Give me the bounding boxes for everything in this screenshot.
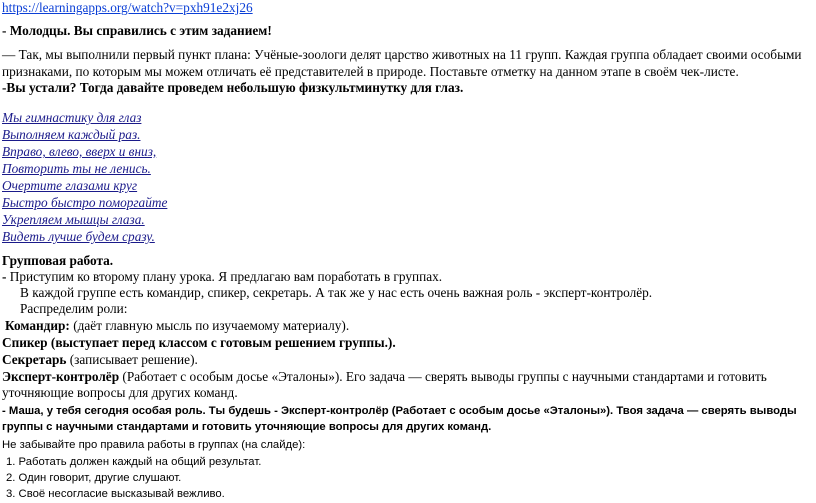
speaker-line xyxy=(2,335,396,351)
learningapps-link[interactable]: https://learningapps.org/watch?v=pxh91e2xj26 xyxy=(2,0,253,15)
tired-question-bold: -Вы устали? Тогда давайте проведем небольшую физкультминутку для глаз. xyxy=(2,80,464,95)
poem-line-7: Укрепляем мышцы глаза. xyxy=(2,212,145,227)
group-work-intro xyxy=(2,269,442,285)
poem-line-2: Выполняем каждый раз. xyxy=(2,127,141,142)
intro-paragraph: — Так, мы выполнили первый пункт плана: Учёные-зоологи делят царство животных на 11 групп. Каждая группа обладает своими особыми признаками, по которым мы можем отличать её представителей в природе. Поставьте отметку на данном этапе в своём чек-листе. xyxy=(2,47,802,79)
speaker-desc: (выступает перед классом с готовым решением группы.). xyxy=(47,335,396,350)
group-work-intro-text: Приступим ко второму плану урока. Я предлагаю вам поработать в группах. xyxy=(6,269,443,284)
commander-desc: (даёт главную мысль по изучаемому материалу). xyxy=(69,318,350,333)
secretary-desc: (записывает решение). xyxy=(66,352,198,367)
rules-intro: Не забывайте про правила работы в группах (на слайде): xyxy=(2,439,306,451)
commander-line xyxy=(5,318,349,334)
expert-line xyxy=(2,369,802,401)
expert-desc: (Работает с особым досье «Эталоны»). Его задача — сверять выводы группы с научными стандартами и готовить уточняющие вопросы для других команд. xyxy=(2,369,767,400)
masha-bold: - Маша, у тебя сегодня особая роль. Ты будешь - Эксперт-контролёр (Работает с особым досье «Эталоны»). Твоя задача — сверять выводы группы с научными стандартами и готовить уточняющие вопросы для других команд. xyxy=(2,405,797,433)
praise-bold: - Молодцы. Вы справились с этим заданием! xyxy=(2,23,272,38)
roles-intro: В каждой группе есть командир, спикер, секретарь. А так же у нас есть очень важная роль - эксперт-контролёр. xyxy=(20,285,653,300)
praise-text xyxy=(2,23,272,39)
rule-item-1: 1. Работать должен каждый на общий результат. xyxy=(6,456,262,468)
rule-item-3: 3. Своё несогласие высказывай вежливо. xyxy=(6,488,225,500)
group-work-heading xyxy=(2,253,113,269)
poem-line-4: Повторить ты не ленись. xyxy=(2,161,151,176)
group-work-heading-bold: Групповая работа. xyxy=(2,253,114,268)
tired-question xyxy=(2,80,463,96)
poem-line-6: Быстро быстро поморгайте xyxy=(2,195,168,210)
expert-label: Эксперт-контролёр xyxy=(2,369,120,384)
secretary-line xyxy=(2,352,198,368)
poem-line-3: Вправо, влево, вверх и вниз, xyxy=(2,144,157,159)
poem-line-5: Очертите глазами круг xyxy=(2,178,138,193)
group-work-dash: - xyxy=(2,269,7,284)
url-line xyxy=(2,0,253,16)
masha-paragraph xyxy=(2,403,802,435)
speaker-label: Спикер xyxy=(2,335,48,350)
distribute-roles: Распределим роли: xyxy=(20,301,128,316)
rule-item-2: 2. Один говорит, другие слушают. xyxy=(6,472,182,484)
poem-line-1: Мы гимнастику для глаз xyxy=(2,110,142,125)
secretary-label: Секретарь xyxy=(2,352,67,367)
commander-label: Командир: xyxy=(5,318,70,333)
poem-line-8: Видеть лучше будем сразу. xyxy=(2,229,155,244)
